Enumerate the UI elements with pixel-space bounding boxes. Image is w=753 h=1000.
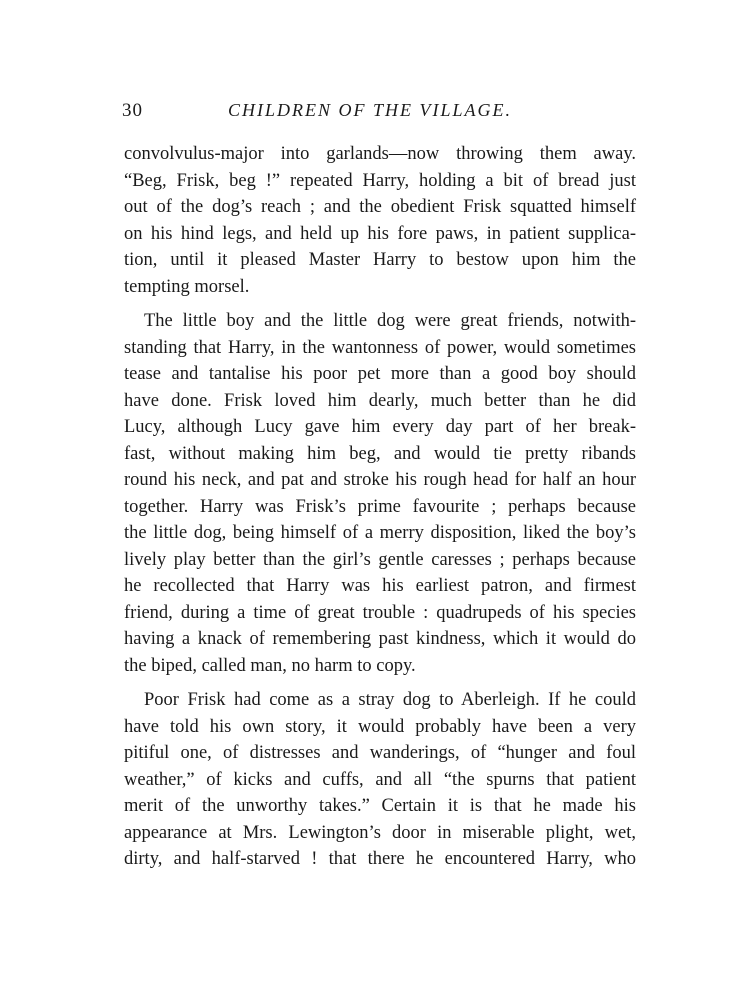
text-line: Poor Frisk had come as a stray dog to Aberleigh. If he could xyxy=(144,690,636,710)
text-line: on his hind legs, and held up his fore paws, in patient supplica- xyxy=(124,223,636,244)
text-line: merit of the unworthy takes.” Certain it is that he made his xyxy=(124,796,636,816)
text-line: tion, until it pleased Master Harry to bestow upon him the xyxy=(124,250,636,270)
text-line: The little boy and the little dog were great friends, notwith- xyxy=(144,311,636,331)
text-line: fast, without making him beg, and would tie pretty ribands xyxy=(124,443,636,464)
text-line: weather,” of kicks and cuffs, and all “the spurns that patient xyxy=(124,769,636,790)
text-line: have done. Frisk loved him dearly, much better than he did xyxy=(124,390,636,411)
text-line: appearance at Mrs. Lewington’s door in miserable plight, wet, xyxy=(124,822,636,843)
running-title: CHILDREN OF THE VILLAGE. xyxy=(228,100,513,120)
paragraph-gap xyxy=(124,300,636,308)
paragraph xyxy=(124,308,636,679)
text-line: together. Harry was Frisk’s prime favourite ; perhaps because xyxy=(124,496,636,517)
text-line: convolvulus-major into garlands—now throwing them away. xyxy=(124,144,636,164)
text-line: out of the dog’s reach ; and the obedient Frisk squatted himself xyxy=(124,197,636,217)
text-line: dirty, and half-starved ! that there he encountered Harry, who xyxy=(124,849,636,869)
body-text xyxy=(124,141,636,873)
paragraph xyxy=(124,141,636,300)
text-line: lively play better than the girl’s gentle caresses ; perhaps because xyxy=(124,549,636,570)
text-line: have told his own story, it would probably have been a very xyxy=(124,716,636,737)
text-line: pitiful one, of distresses and wanderings, of “hunger and foul xyxy=(124,743,636,763)
text-line: “Beg, Frisk, beg !” repeated Harry, holding a bit of bread just xyxy=(124,170,636,191)
text-line: standing that Harry, in the wantonness of power, would sometimes xyxy=(124,337,636,358)
paragraph xyxy=(124,687,636,873)
text-line: tempting morsel. xyxy=(124,276,250,297)
running-head xyxy=(122,100,662,130)
text-line: he recollected that Harry was his earliest patron, and firmest xyxy=(124,576,636,596)
text-line: the biped, called man, no harm to copy. xyxy=(124,655,416,676)
text-line: round his neck, and pat and stroke his rough head for half an hour xyxy=(124,470,636,490)
text-line: friend, during a time of great trouble : quadrupeds of his species xyxy=(124,602,636,623)
page-number: 30 xyxy=(122,100,143,121)
text-line: Lucy, although Lucy gave him every day part of her break- xyxy=(124,417,636,437)
text-line: the little dog, being himself of a merry disposition, liked the boy’s xyxy=(124,523,636,543)
text-line: tease and tantalise his poor pet more than a good boy should xyxy=(124,364,636,384)
text-line: having a knack of remembering past kindness, which it would do xyxy=(124,629,636,649)
paragraph-gap xyxy=(124,679,636,687)
